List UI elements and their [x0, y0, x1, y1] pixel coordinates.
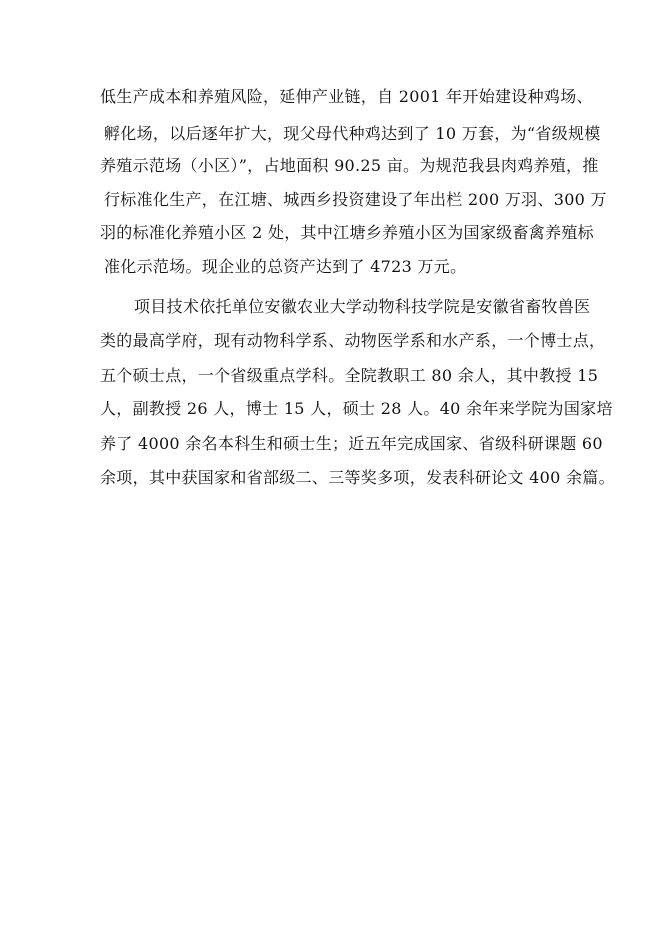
paragraph-1-line-3: 养殖示范场（小区）”，占地面积 90.25 亩。为规范我县肉鸡养殖，推	[100, 156, 599, 175]
paragraph-1-line-4: 行标准化生产，在江塘、城西乡投资建设了年出栏 200 万羽、300 万	[104, 190, 607, 209]
paragraph-1-line-1: 低生产成本和养殖风险，延伸产业链，自 2001 年开始建设种鸡场、	[100, 87, 593, 106]
paragraph-1-line-6: 准化示范场。现企业的总资产达到了 4723 万元。	[104, 257, 467, 276]
paragraph-2-line-6: 余项，其中获国家和省部级二、三等奖多项，发表科研论文 400 余篇。	[100, 468, 615, 487]
paragraph-2-line-2: 类的最高学府，现有动物科学系、动物医学系和水产系，一个博士点，	[100, 331, 606, 350]
paragraph-1-line-2: 孵化场，以后逐年扩大，现父母代种鸡达到了 10 万套，为“省级规模	[104, 124, 601, 143]
paragraph-2-line-5: 养了 4000 余名本科生和硕士生；近五年完成国家、省级科研课题 60	[100, 434, 603, 453]
paragraph-2-line-3: 五个硕士点，一个省级重点学科。全院教职工 80 余人，其中教授 15	[100, 366, 599, 385]
paragraph-2-line-4: 人，副教授 26 人，博士 15 人，硕士 28 人。40 余年来学院为国家培	[100, 399, 613, 418]
paragraph-2-line-1: 项目技术依托单位安徽农业大学动物科技学院是安徽省畜牧兽医	[134, 297, 591, 316]
paragraph-1-line-5: 羽的标准化养殖小区 2 处，其中江塘乡养殖小区为国家级畜禽养殖标	[100, 223, 594, 242]
